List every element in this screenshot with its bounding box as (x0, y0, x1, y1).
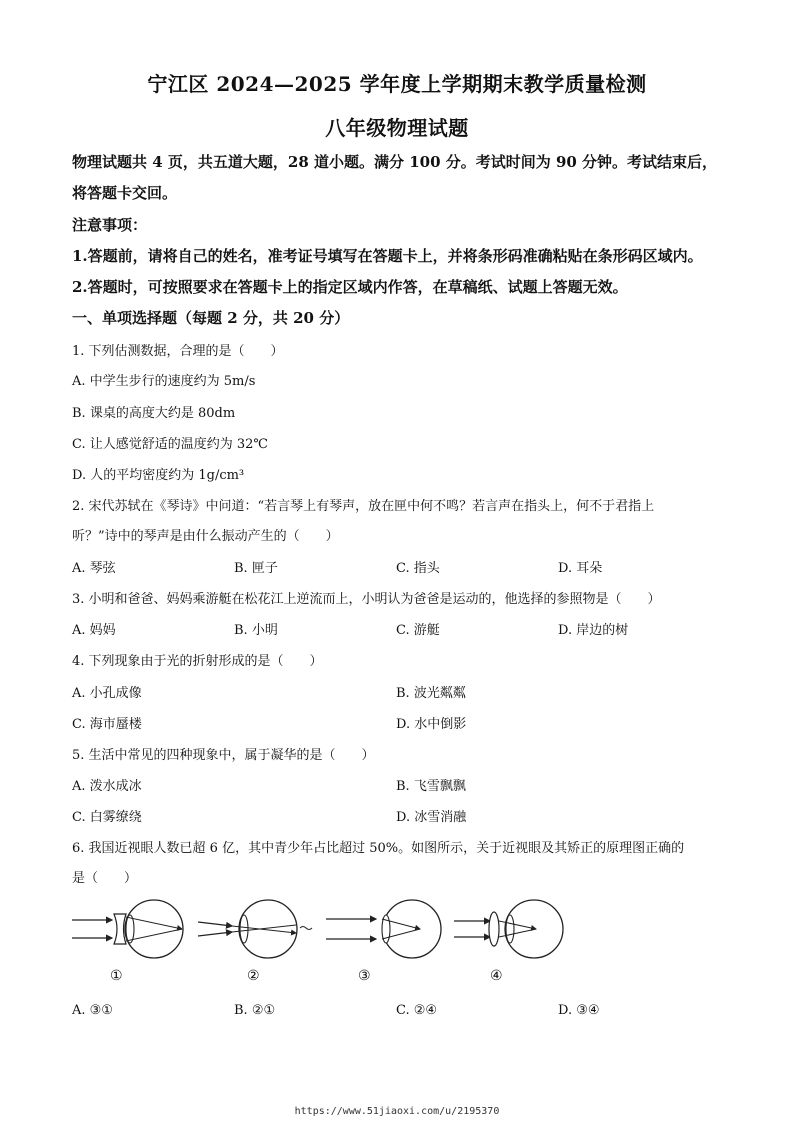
question-4-option-a: A. 小孔成像 (72, 686, 142, 701)
question-6-option-c: C. ②④ (396, 1003, 438, 1018)
question-5-stem: 5. 生活中常见的四种现象中，属于凝华的是（ ） (72, 748, 375, 763)
question-6-stem-cont: 是（ ） (72, 871, 138, 886)
question-3-option-b: B. 小明 (234, 623, 278, 638)
question-5-option-d: D. 冰雪消融 (396, 810, 467, 825)
notice-1: 1.答题前，请将自己的姓名，准考证号填写在答题卡上，并将条形码准确粘贴在条形码区域内。 (72, 247, 703, 265)
footer-url[interactable]: https://www.51jiaoxi.com/u/2195370 (294, 1106, 500, 1117)
question-3-option-d: D. 岸边的树 (558, 623, 629, 638)
question-3-option-c: C. 游艇 (396, 623, 440, 638)
question-4-stem: 4. 下列现象由于光的折射形成的是（ ） (72, 654, 323, 669)
figure-label-3: ③ (358, 968, 371, 984)
question-2-stem: 2. 宋代苏轼在《琴诗》中问道：“若言琴上有琴声，放在匣中何不鸣？若言声在指头上，何不于君指上 (72, 499, 655, 514)
section-1-title: 一、单项选择题（每题 2 分，共 20 分） (72, 309, 350, 327)
question-2-option-a: A. 琴弦 (72, 561, 116, 576)
question-5-option-a: A. 泼水成冰 (72, 779, 142, 794)
question-6-option-d: D. ③④ (558, 1003, 600, 1018)
figure-label-2: ② (247, 968, 260, 984)
question-6-option-b: B. ②① (234, 1003, 276, 1018)
question-2-stem-cont: 听？”诗中的琴声是由什么振动产生的（ ） (72, 529, 339, 544)
question-2-option-b: B. 匣子 (234, 561, 278, 576)
exam-title: 宁江区 2024—2025 学年度上学期期末教学质量检测 (147, 72, 647, 96)
eye-diagram-2 (196, 898, 324, 960)
question-2-option-d: D. 耳朵 (558, 561, 603, 576)
question-1-stem: 1. 下列估测数据，合理的是（ ） (72, 344, 284, 359)
question-4-option-d: D. 水中倒影 (396, 717, 467, 732)
question-4-option-c: C. 海市蜃楼 (72, 717, 142, 732)
notice-title: 注意事项： (72, 216, 148, 234)
figure-label-1: ① (110, 968, 123, 984)
intro-line-1: 物理试题共 4 页，共五道大题，28 道小题。满分 100 分。考试时间为 90 分钟。考试结束后， (72, 153, 718, 171)
question-1-option-a: A. 中学生步行的速度约为 5m/s (72, 374, 256, 389)
notice-2: 2.答题时，可按照要求在答题卡上的指定区域内作答，在草稿纸、试题上答题无效。 (72, 278, 628, 296)
exam-subtitle: 八年级物理试题 (325, 116, 469, 140)
question-1-option-c: C. 让人感觉舒适的温度约为 32℃ (72, 437, 268, 452)
question-1-option-b: B. 课桌的高度大约是 80dm (72, 406, 236, 421)
question-3-stem: 3. 小明和爸爸、妈妈乘游艇在松花江上逆流而上，小明认为爸爸是运动的，他选择的参照物是（ ） (72, 592, 661, 607)
question-5-option-c: C. 白雾缭绕 (72, 810, 142, 825)
question-1-option-d: D. 人的平均密度约为 1g/cm³ (72, 468, 245, 483)
question-2-option-c: C. 指头 (396, 561, 440, 576)
question-6-stem: 6. 我国近视眼人数已超 6 亿，其中青少年占比超过 50%。如图所示，关于近视眼及其矫正的原理图正确的 (72, 841, 685, 856)
intro-line-2: 将答题卡交回。 (72, 184, 178, 202)
question-4-option-b: B. 波光粼粼 (396, 686, 466, 701)
question-5-option-b: B. 飞雪飘飘 (396, 779, 466, 794)
figure-label-4: ④ (490, 968, 503, 984)
eye-diagram-1 (70, 898, 186, 960)
eye-diagram-3 (322, 898, 446, 960)
question-6-option-a: A. ③① (72, 1003, 113, 1018)
eye-diagram-4 (452, 898, 572, 960)
question-3-option-a: A. 妈妈 (72, 623, 116, 638)
